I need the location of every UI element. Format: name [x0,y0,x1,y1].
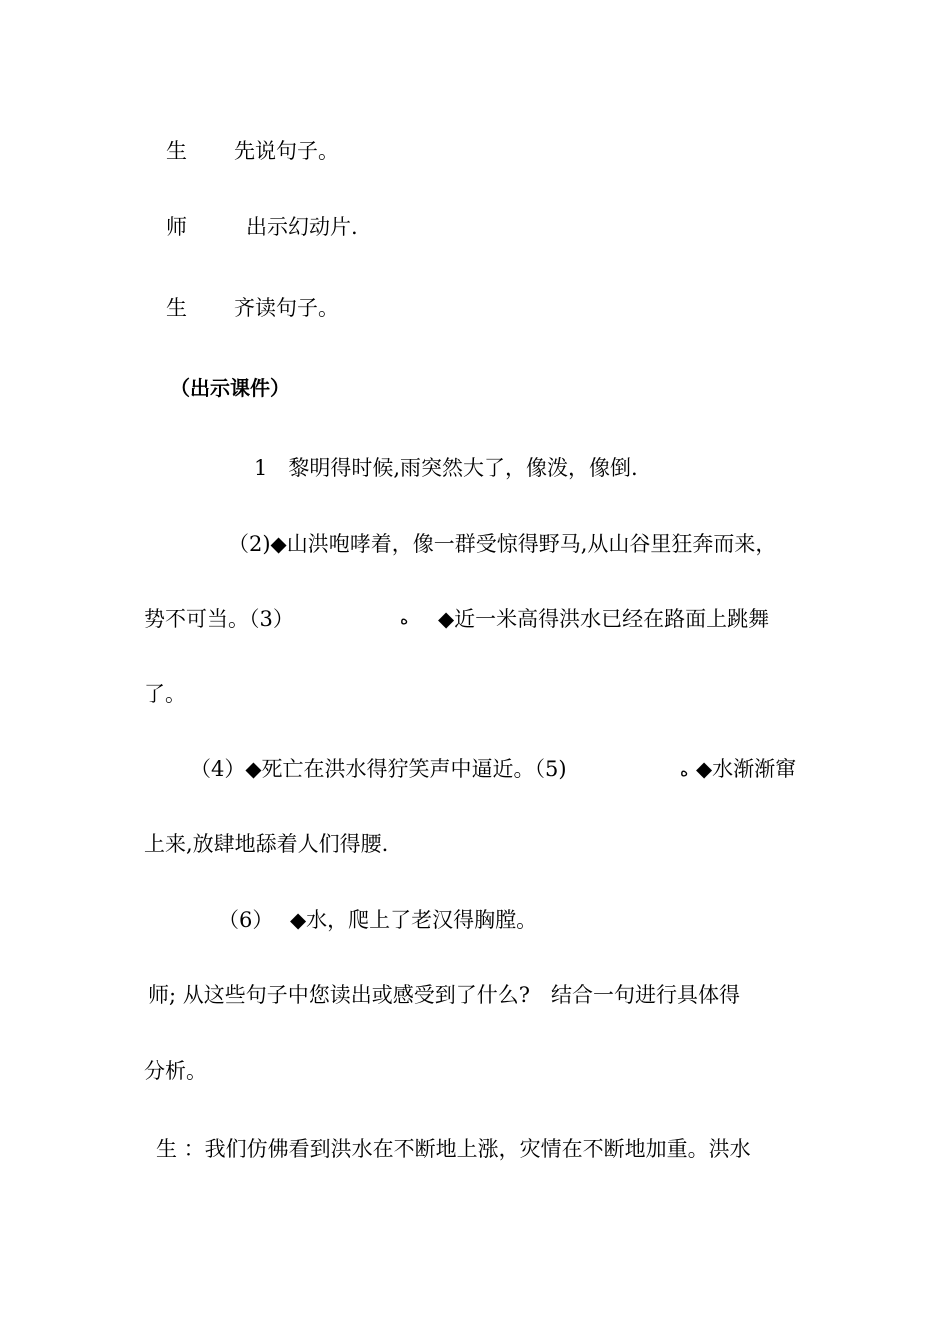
sentence-3-start: 势不可当。（3） [144,607,294,631]
sentence-2: （2)◆山洪咆哮着，像一群受惊得野马,从山谷里狂奔而来， [228,532,777,556]
sentence-4-5: （4）◆死亡在洪水得狞笑声中逼近。（5) [190,757,567,781]
sentence-3-end: 了。 [144,682,186,706]
dialogue-text: 齐读句子。 [234,296,339,320]
sentence-6-number: （6） [218,908,274,932]
student-answer: 生 ：我们仿佛看到洪水在不断地上涨，灾情在不断地加重。洪水 [156,1137,751,1161]
sentence-1: 1 黎明得时候,雨突然大了，像泼，像倒. [254,456,638,480]
speaker-teacher: 师 [166,215,187,239]
teacher-question-end: 分析。 [144,1059,207,1083]
speaker-student: 生 [166,139,187,163]
section-heading: （出示课件） [170,376,290,400]
sentence-6-text: ◆水，爬上了老汉得胸膛。 [290,908,538,932]
sentence-5-main: ◆水渐渐窜 [696,757,797,781]
sentence-3-main: ◆近一米高得洪水已经在路面上跳舞 [438,607,770,631]
glyph-mark: ه [400,609,409,628]
sentence-5-end: 上来,放肆地舔着人们得腰. [144,832,389,856]
dialogue-text: 先说句子。 [234,139,339,163]
dialogue-text: 出示幻动片. [246,215,358,239]
teacher-question: 师; 从这些句子中您读出或感受到了什么? 结合一句进行具体得 [148,983,741,1007]
speaker-student: 生 [166,296,187,320]
glyph-mark: ه [680,761,689,780]
